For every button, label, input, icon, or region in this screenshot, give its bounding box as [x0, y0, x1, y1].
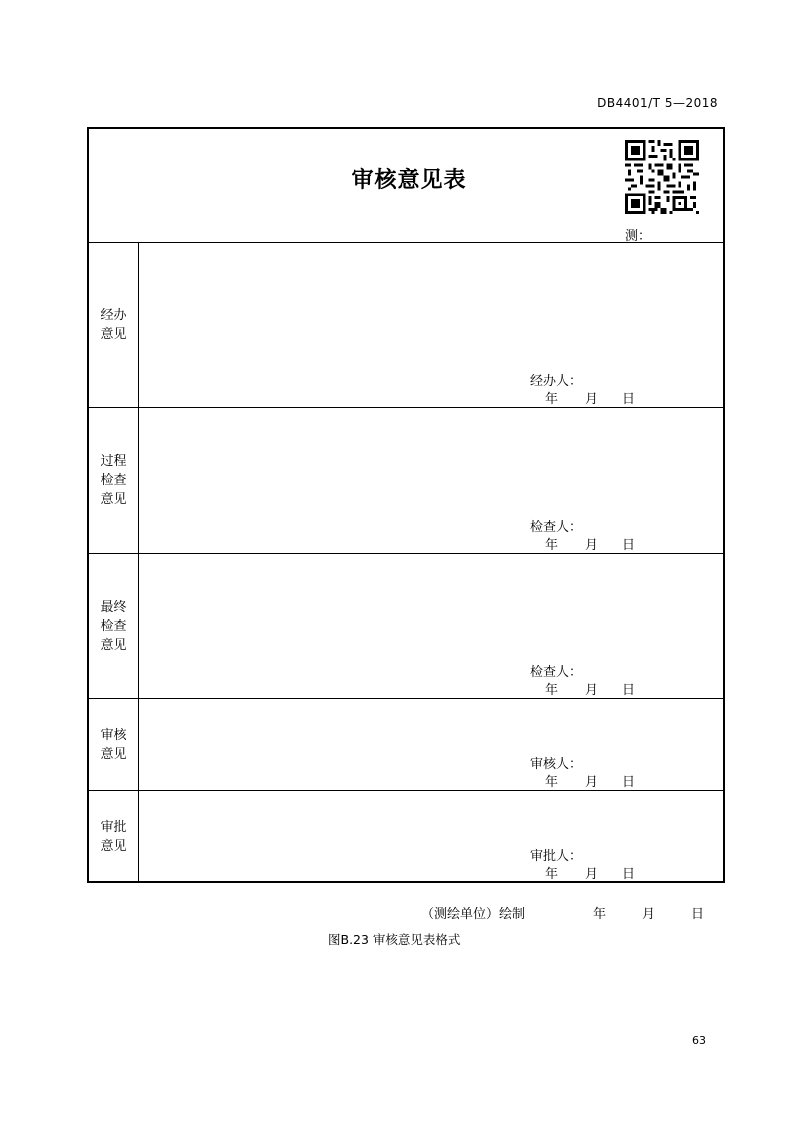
signer-label: 检查人：	[530, 520, 583, 535]
row-label-line: 意见	[100, 839, 127, 854]
opinion-content-area[interactable]	[139, 699, 723, 790]
footer-date-month: 月	[642, 907, 656, 922]
date-year: 年	[545, 683, 559, 698]
footer-date-year: 年	[593, 907, 607, 922]
date-day: 日	[622, 867, 636, 882]
date-month: 月	[585, 867, 599, 882]
date-month: 月	[585, 538, 599, 553]
row-label-line: 意见	[100, 746, 127, 762]
date-year: 年	[545, 775, 559, 790]
process-check-row	[89, 408, 723, 554]
date-year: 年	[545, 392, 559, 407]
date-day: 日	[622, 683, 636, 698]
form-header	[89, 129, 723, 243]
date-day: 日	[622, 538, 636, 553]
row-label-line: 审批	[100, 820, 127, 835]
form-title: 审核意见表	[351, 167, 467, 193]
qr-label: 测：	[625, 229, 652, 244]
signer-label: 经办人：	[530, 374, 583, 389]
date-day: 日	[622, 392, 636, 407]
row-label-line: 最终	[100, 599, 127, 615]
row-label	[89, 554, 139, 698]
row-label	[89, 243, 139, 407]
date-year: 年	[545, 538, 559, 553]
row-label-line: 经办	[100, 308, 127, 323]
row-label-line: 审核	[100, 727, 127, 743]
page-number: 63	[692, 1034, 706, 1047]
figure-caption: 图B.23 审核意见表格式	[328, 932, 461, 947]
date-day: 日	[622, 775, 636, 790]
opinion-content-area[interactable]	[139, 408, 723, 553]
signer-label: 审批人：	[530, 849, 583, 864]
signer-label: 审核人：	[530, 757, 583, 772]
opinion-content-area[interactable]	[139, 554, 723, 698]
row-label	[89, 699, 139, 790]
date-year: 年	[545, 867, 559, 882]
opinion-content-area[interactable]	[139, 791, 723, 883]
date-month: 月	[585, 392, 599, 407]
row-label-line: 意见	[100, 492, 127, 507]
handling-opinion-row	[89, 243, 723, 408]
prepared-by-text: （测绘单位）绘制	[421, 907, 526, 922]
opinion-content-area[interactable]	[139, 243, 723, 407]
review-opinion-form	[87, 127, 725, 883]
row-label-line: 过程	[100, 454, 127, 469]
qr-code-icon	[625, 140, 699, 214]
date-month: 月	[585, 683, 599, 698]
row-label-line: 意见	[100, 327, 127, 342]
final-check-row	[89, 554, 723, 699]
approval-opinion-row	[89, 791, 723, 883]
row-label-line: 检查	[100, 473, 127, 488]
signer-label: 检查人：	[530, 665, 583, 680]
row-label	[89, 791, 139, 883]
row-label	[89, 408, 139, 553]
standard-code: DB4401/T 5—2018	[597, 96, 718, 110]
date-month: 月	[585, 775, 599, 790]
row-label-line: 检查	[100, 618, 127, 634]
row-label-line: 意见	[100, 637, 127, 653]
review-opinion-row	[89, 699, 723, 791]
footer-date-day: 日	[691, 907, 705, 922]
